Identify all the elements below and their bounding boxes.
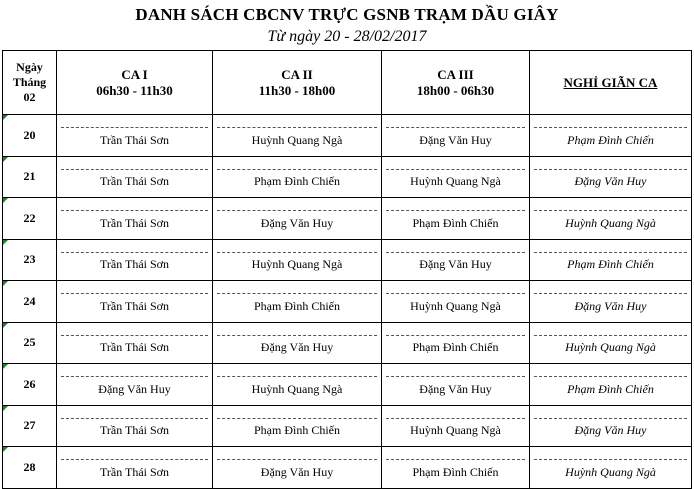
- shift1-time: 06h30 - 11h30: [96, 82, 173, 98]
- staff-name: Huỳnh Quang Ngà: [251, 132, 343, 147]
- staff-name: Phạm Đình Chiến: [567, 381, 654, 396]
- dotted-divider: [217, 335, 377, 336]
- shift1-cell: [57, 156, 213, 198]
- dotted-divider: [534, 418, 687, 419]
- dotted-divider: [534, 376, 687, 377]
- shift1-name: CA I: [121, 66, 148, 82]
- shift3-cell: [382, 447, 530, 489]
- staff-name: Phạm Đình Chiến: [254, 174, 340, 189]
- header-row: [3, 51, 692, 115]
- off-shift-cell: [530, 281, 692, 323]
- shift1-cell: [57, 198, 213, 240]
- staff-name: Phạm Đình Chiến: [412, 215, 499, 230]
- shift3-cell: [382, 322, 530, 364]
- staff-name: Đặng Văn Huy: [574, 298, 647, 313]
- shift2-cell: [213, 405, 382, 447]
- dotted-divider: [217, 127, 377, 128]
- dotted-divider: [61, 293, 208, 294]
- shift1-cell: [57, 447, 213, 489]
- duty-schedule-table: [2, 50, 692, 489]
- off-shift-cell: [530, 156, 692, 198]
- off-shift-label: NGHỈ GIÃN CA: [563, 74, 658, 90]
- dotted-divider: [217, 293, 377, 294]
- off-shift-cell: [530, 239, 692, 281]
- day-cell: 25: [3, 322, 57, 364]
- day-header-line3: 02: [23, 90, 36, 104]
- shift3-cell: [382, 156, 530, 198]
- table-row: [3, 281, 692, 323]
- staff-name: Trần Thái Sơn: [99, 423, 170, 438]
- date-range-subtitle: Từ ngày 20 - 28/02/2017: [267, 28, 427, 45]
- shift1-cell: [57, 322, 213, 364]
- staff-name: Đặng Văn Huy: [574, 423, 647, 438]
- shift1-header: [57, 51, 213, 115]
- dotted-divider: [61, 210, 208, 211]
- dotted-divider: [217, 376, 377, 377]
- dotted-divider: [386, 293, 525, 294]
- staff-name: Trần Thái Sơn: [99, 174, 170, 189]
- shift3-header: [382, 51, 530, 115]
- table-row: [3, 364, 692, 406]
- shift2-cell: [213, 281, 382, 323]
- staff-name: Đặng Văn Huy: [419, 132, 492, 147]
- staff-name: Đặng Văn Huy: [260, 340, 334, 355]
- dotted-divider: [386, 335, 525, 336]
- day-header-line1: Ngày: [16, 60, 43, 74]
- shift3-cell: [382, 364, 530, 406]
- staff-name: Đặng Văn Huy: [98, 381, 171, 396]
- table-row: [3, 115, 692, 157]
- dotted-divider: [386, 376, 525, 377]
- dotted-divider: [386, 127, 525, 128]
- shift2-cell: [213, 322, 382, 364]
- off-shift-cell: [530, 364, 692, 406]
- shift3-cell: [382, 405, 530, 447]
- staff-name: Huỳnh Quang Ngà: [251, 257, 343, 272]
- day-cell: 26: [3, 364, 57, 406]
- staff-name: Phạm Đình Chiến: [254, 423, 340, 438]
- dotted-divider: [61, 459, 208, 460]
- dotted-divider: [61, 335, 208, 336]
- table-row: [3, 447, 692, 489]
- day-cell: 20: [3, 115, 57, 157]
- shift2-cell: [213, 156, 382, 198]
- dotted-divider: [61, 252, 208, 253]
- dotted-divider: [534, 210, 687, 211]
- staff-name: Phạm Đình Chiến: [412, 464, 499, 479]
- dotted-divider: [217, 252, 377, 253]
- staff-name: Huỳnh Quang Ngà: [410, 298, 501, 313]
- dotted-divider: [386, 418, 525, 419]
- shift2-name: CA II: [281, 66, 313, 82]
- shift2-time: 11h30 - 18h00: [258, 82, 336, 98]
- dotted-divider: [386, 252, 525, 253]
- shift3-cell: [382, 198, 530, 240]
- table-row: [3, 156, 692, 198]
- dotted-divider: [534, 335, 687, 336]
- day-header-line2: Tháng: [12, 75, 47, 89]
- off-shift-cell: [530, 405, 692, 447]
- dotted-divider: [534, 459, 687, 460]
- day-cell: 27: [3, 405, 57, 447]
- shift2-cell: [213, 115, 382, 157]
- shift2-cell: [213, 198, 382, 240]
- staff-name: Huỳnh Quang Ngà: [410, 423, 501, 438]
- staff-name: Phạm Đình Chiến: [412, 340, 499, 355]
- table-row: [3, 405, 692, 447]
- staff-name: Huỳnh Quang Ngà: [410, 174, 501, 189]
- dotted-divider: [534, 127, 687, 128]
- staff-name: Huỳnh Quang Ngà: [565, 340, 656, 355]
- staff-name: Trần Thái Sơn: [99, 464, 170, 479]
- day-cell: 21: [3, 156, 57, 198]
- shift2-header: [213, 51, 382, 115]
- staff-name: Huỳnh Quang Ngà: [251, 381, 343, 396]
- document-title: DANH SÁCH CBCNV TRỰC GSNB TRẠM DẦU GIÂY: [135, 5, 559, 24]
- day-cell: 22: [3, 198, 57, 240]
- staff-name: Trần Thái Sơn: [99, 132, 170, 147]
- dotted-divider: [386, 169, 525, 170]
- dotted-divider: [217, 418, 377, 419]
- staff-name: Đặng Văn Huy: [260, 464, 334, 479]
- shift1-cell: [57, 281, 213, 323]
- off-shift-cell: [530, 198, 692, 240]
- shift3-name: CA III: [437, 66, 474, 82]
- staff-name: Huỳnh Quang Ngà: [565, 464, 656, 479]
- off-shift-cell: [530, 115, 692, 157]
- staff-name: Phạm Đình Chiến: [567, 257, 654, 272]
- staff-name: Trần Thái Sơn: [99, 298, 170, 313]
- day-cell: 24: [3, 281, 57, 323]
- shift2-cell: [213, 239, 382, 281]
- dotted-divider: [61, 127, 208, 128]
- staff-name: Trần Thái Sơn: [99, 257, 170, 272]
- dotted-divider: [534, 293, 687, 294]
- staff-name: Huỳnh Quang Ngà: [565, 215, 656, 230]
- dotted-divider: [534, 169, 687, 170]
- dotted-divider: [61, 418, 208, 419]
- staff-name: Đặng Văn Huy: [574, 174, 647, 189]
- table-row: [3, 198, 692, 240]
- shift1-cell: [57, 364, 213, 406]
- off-shift-cell: [530, 447, 692, 489]
- dotted-divider: [217, 169, 377, 170]
- dotted-divider: [386, 210, 525, 211]
- table-row: [3, 239, 692, 281]
- dotted-divider: [217, 459, 377, 460]
- day-cell: 28: [3, 447, 57, 489]
- staff-name: Phạm Đình Chiến: [567, 132, 654, 147]
- shift3-time: 18h00 - 06h30: [416, 82, 495, 98]
- dotted-divider: [217, 210, 377, 211]
- off-shift-header: [530, 51, 692, 115]
- shift1-cell: [57, 115, 213, 157]
- table-row: [3, 322, 692, 364]
- shift3-cell: [382, 239, 530, 281]
- dotted-divider: [61, 169, 208, 170]
- staff-name: Trần Thái Sơn: [99, 340, 170, 355]
- shift2-cell: [213, 364, 382, 406]
- day-month-header: [3, 51, 57, 115]
- shift1-cell: [57, 405, 213, 447]
- dotted-divider: [534, 252, 687, 253]
- staff-name: Trần Thái Sơn: [99, 215, 170, 230]
- dotted-divider: [61, 376, 208, 377]
- staff-name: Đặng Văn Huy: [260, 215, 334, 230]
- shift1-cell: [57, 239, 213, 281]
- dotted-divider: [386, 459, 525, 460]
- staff-name: Đặng Văn Huy: [419, 257, 492, 272]
- staff-name: Đặng Văn Huy: [419, 381, 492, 396]
- day-cell: 23: [3, 239, 57, 281]
- staff-name: Phạm Đình Chiến: [254, 298, 340, 313]
- shift2-cell: [213, 447, 382, 489]
- off-shift-cell: [530, 322, 692, 364]
- shift3-cell: [382, 115, 530, 157]
- shift3-cell: [382, 281, 530, 323]
